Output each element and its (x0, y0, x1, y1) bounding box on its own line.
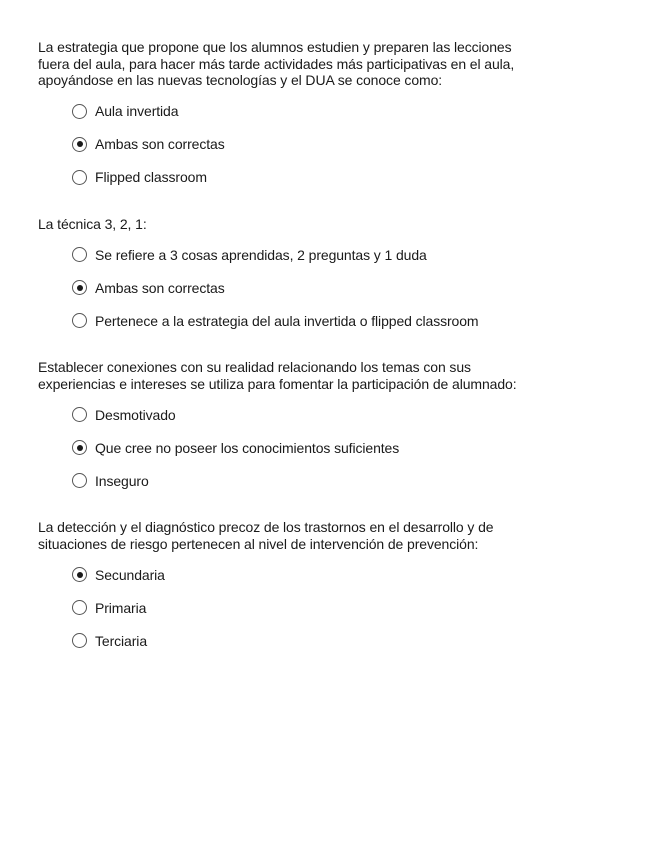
radio-button-icon[interactable] (72, 170, 87, 185)
radio-button-icon[interactable] (72, 280, 87, 295)
question-prompt: La detección y el diagnóstico precoz de los trastornos en el desarrollo y de situaciones de riesgo pertenecen al nivel de intervención de prevención: (38, 519, 494, 552)
question-3 (38, 359, 628, 497)
option-label: Pertenece a la estrategia del aula invertida o flipped classroom (95, 312, 479, 329)
option-desmotivado[interactable] (72, 398, 628, 431)
option-label: Ambas son correctas (95, 279, 225, 296)
option-label: Que cree no poseer los conocimientos suficientes (95, 439, 400, 456)
radio-button-icon[interactable] (72, 313, 87, 328)
option-inseguro[interactable] (72, 464, 628, 497)
radio-button-icon[interactable] (72, 104, 87, 119)
radio-button-icon[interactable] (72, 567, 87, 582)
option-secundaria[interactable] (72, 558, 628, 591)
quiz-form (38, 39, 628, 679)
option-terciaria[interactable] (72, 624, 628, 657)
radio-button-icon[interactable] (72, 440, 87, 455)
option-primaria[interactable] (72, 591, 628, 624)
option-ambas-son-correctas[interactable] (72, 128, 628, 161)
radio-button-icon[interactable] (72, 633, 87, 648)
option-flipped-classroom[interactable] (72, 161, 628, 194)
option-list (38, 238, 628, 337)
question-prompt: Establecer conexiones con su realidad relacionando los temas con sus experiencias e intereses se utiliza para fomentar la participación de alumnado: (38, 359, 517, 392)
radio-button-icon[interactable] (72, 407, 87, 422)
question-1 (38, 39, 628, 194)
option-ambas-son-correctas[interactable] (72, 271, 628, 304)
option-label: Flipped classroom (95, 169, 207, 185)
option-label: Inseguro (95, 472, 149, 489)
radio-button-icon[interactable] (72, 600, 87, 615)
radio-button-icon[interactable] (72, 137, 87, 152)
question-4 (38, 519, 628, 657)
option-aula-invertida-flipped[interactable] (72, 304, 628, 337)
option-label: Secundaria (95, 566, 165, 583)
option-list (38, 95, 628, 194)
option-label: Desmotivado (95, 406, 176, 423)
option-label: Ambas son correctas (95, 136, 225, 152)
option-list (38, 558, 628, 657)
radio-button-icon[interactable] (72, 247, 87, 262)
option-no-poseer-conocimientos[interactable] (72, 431, 628, 464)
option-label: Aula invertida (95, 103, 179, 119)
radio-button-icon[interactable] (72, 473, 87, 488)
option-list (38, 398, 628, 497)
option-label: Se refiere a 3 cosas aprendidas, 2 preguntas y 1 duda (95, 246, 427, 263)
question-prompt: La estrategia que propone que los alumnos estudien y preparen las lecciones fuera del aula, para hacer más tarde actividades más participativas en el aula, apoyándose en las nuevas tecnologías y el DUA se conoce como: (38, 39, 515, 88)
option-3-cosas-aprendidas[interactable] (72, 238, 628, 271)
option-label: Terciaria (95, 632, 148, 649)
option-aula-invertida[interactable] (72, 95, 628, 128)
question-prompt: La técnica 3, 2, 1: (38, 215, 147, 232)
question-2 (38, 216, 628, 338)
option-label: Primaria (95, 599, 147, 616)
